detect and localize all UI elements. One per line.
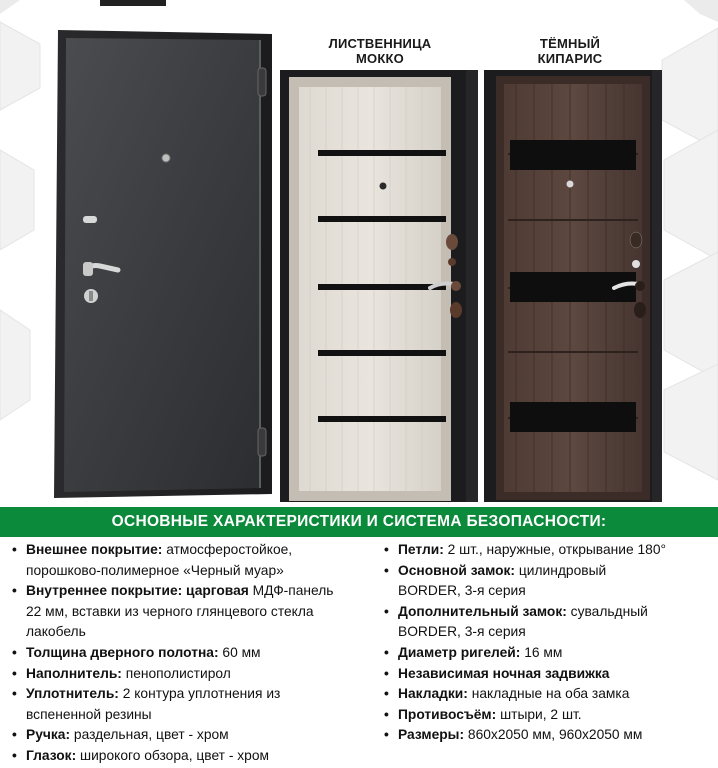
caption-larch-mocco <box>290 36 470 66</box>
spec-item <box>384 705 714 726</box>
spec-value: МДФ-панель <box>248 583 334 599</box>
caption-line: ЛИСТВЕННИЦА <box>328 36 432 51</box>
specs-banner: ОСНОВНЫЕ ХАРАКТЕРИСТИКИ И СИСТЕМА БЕЗОПАСНОСТИ: <box>0 507 718 537</box>
spec-item <box>384 643 714 664</box>
spec-item <box>12 684 372 725</box>
spec-value: накладные на оба замка <box>467 686 630 702</box>
spec-value-continuation: порошково-полимерное «Черный муар» <box>26 562 284 578</box>
specs-list-right <box>384 540 714 746</box>
spec-label: Наполнитель: <box>26 665 122 681</box>
spec-value: раздельная, цвет - хром <box>70 727 229 743</box>
spec-label: Независимая ночная задвижка <box>398 665 610 681</box>
spec-value: цилиндровый <box>515 562 607 578</box>
spec-value: штыри, 2 шт. <box>496 706 582 722</box>
spec-label: Ручка: <box>26 727 71 743</box>
caption-line: ТЁМНЫЙ <box>539 36 601 51</box>
spec-value: пенополистирол <box>121 665 231 681</box>
spec-value: атмосферостойкое, <box>162 542 293 557</box>
specs-list-left <box>12 540 372 767</box>
spec-label: Толщина дверного полотна: <box>26 644 219 660</box>
spec-label: Накладки: <box>398 686 468 702</box>
spec-label: Противосъём: <box>398 706 497 722</box>
door-exterior-black <box>54 24 276 504</box>
spec-item <box>384 725 714 746</box>
spec-value-continuation: вспененной резины <box>26 706 152 722</box>
spec-item <box>384 561 714 602</box>
spec-value-continuation: BORDER, 3-я серия <box>398 583 526 599</box>
spec-label: Дополнительный замок: <box>398 603 567 619</box>
spec-item <box>384 602 714 643</box>
spec-label: Петли: <box>398 542 444 557</box>
spec-value: 16 мм <box>520 644 563 660</box>
spec-item <box>12 581 372 643</box>
spec-label: Диаметр ригелей: <box>398 644 521 660</box>
caption-line: КИПАРИС <box>537 51 603 66</box>
spec-value-continuation: 22 мм, вставки из черного глянцевого стекла <box>26 603 314 619</box>
spec-label: Уплотнитель: <box>26 686 119 702</box>
top-tab <box>100 0 166 6</box>
spec-value: 860х2050 мм, 960х2050 мм <box>464 727 643 743</box>
spec-label: Внешнее покрытие: <box>26 542 163 557</box>
door-interior-dark-cypress <box>484 70 662 504</box>
spec-item <box>12 643 372 664</box>
spec-item <box>384 540 714 561</box>
spec-label: Основной замок: <box>398 562 516 578</box>
spec-label: Глазок: <box>26 747 77 763</box>
spec-value: сувальдный <box>566 603 648 619</box>
spec-item <box>12 540 372 581</box>
spec-value-continuation: BORDER, 3-я серия <box>398 624 526 640</box>
caption-line: МОККО <box>356 51 404 66</box>
spec-label: Внутреннее покрытие: царговая <box>26 583 249 599</box>
specs-right-column <box>384 540 714 746</box>
spec-item <box>384 664 714 685</box>
door-interior-larch-mocco <box>280 70 478 504</box>
caption-dark-cypress <box>480 36 660 66</box>
spec-item <box>12 664 372 685</box>
spec-value-continuation: лакобель <box>26 624 86 640</box>
spec-value: широкого обзора, цвет - хром <box>76 747 269 763</box>
spec-value: 60 мм <box>218 644 261 660</box>
spec-label: Размеры: <box>398 727 465 743</box>
spec-value: 2 шт., наружные, открывание 180° <box>443 542 667 557</box>
spec-item <box>384 684 714 705</box>
spec-item <box>12 725 372 746</box>
spec-value: 2 контура уплотнения из <box>118 686 281 702</box>
specs-left-column <box>12 540 372 767</box>
spec-item <box>12 746 372 767</box>
